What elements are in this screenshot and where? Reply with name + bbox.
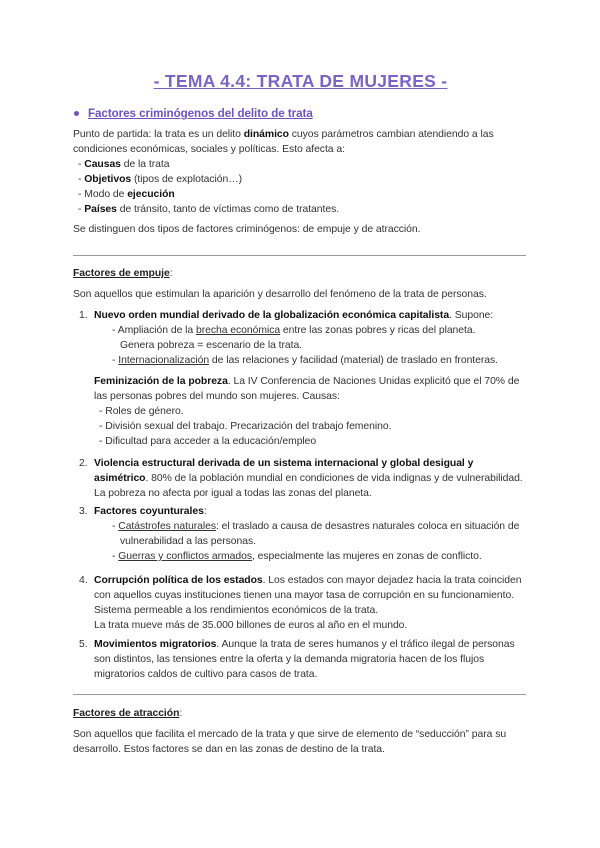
item-number: 5. <box>79 639 88 650</box>
section1-body <box>73 127 528 237</box>
list-item: - Modo de ejecución <box>78 189 175 200</box>
sub-item: - Catástrofes naturales: el traslado a causa de desastres naturales coloca en situación de vulnerabilidad a las personas. <box>112 521 520 547</box>
bullet-dot-icon <box>74 111 79 116</box>
intro-paragraph: Punto de partida: la trata es un delito dinámico cuyos parámetros cambian atendiendo a las condiciones económicas, sociales y políticas. Esto afecta a: <box>73 129 494 155</box>
item-number: 2. <box>79 458 88 469</box>
sub-item: - Ampliación de la brecha económica entre las zonas pobres y ricas del planeta. Genera pobreza = escenario de la trata. <box>112 325 476 351</box>
item-number: 3. <box>79 506 88 517</box>
divider <box>73 694 526 695</box>
item-number: 4. <box>79 575 88 586</box>
cause-item: - Roles de género. <box>99 406 184 417</box>
outro-paragraph: Se distinguen dos tipos de factores criminógenos: de empuje y de atracción. <box>73 224 421 235</box>
section-factores-criminogenos <box>73 106 528 122</box>
sub-item: - Internacionalización de las relaciones y facilidad (material) de traslado en fronteras. <box>112 355 498 366</box>
factor-item-5: 5. Movimientos migratorios. Aunque la trata de seres humanos y el tráfico ilegal de personas son distintos, las tensiones entre la oferta y la demanda migratoria hacen de los flujos migratorios caldos de cultivo para casos de trata. <box>79 639 515 680</box>
list-item: - Países de tránsito, tanto de víctimas como de tratantes. <box>78 204 340 215</box>
cause-item: - Dificultad para acceder a la educación/empleo <box>99 436 317 447</box>
atraccion-heading: Factores de atracción <box>73 708 180 719</box>
empuje-heading: Factores de empuje <box>73 268 170 279</box>
item-number: 1. <box>79 310 88 321</box>
factor-item-3: 3. Factores coyunturales: - Catástrofes naturales: el traslado a causa de desastres naturales coloca en situación de vulnerabilidad a las personas. - Guerras y conflictos armados, especialmente las mujeres en zonas de conflicto. <box>73 504 528 564</box>
cause-item: - División sexual del trabajo. Precarización del trabajo femenino. <box>99 421 392 432</box>
factor-item-1: 1. Nuevo orden mundial derivado de la globalización económica capitalista. Supone: - Ampliación de la brecha económica entre las zonas pobres y ricas del planeta. Genera pobreza = escenario de la trata. - Internacionalización de las relaciones y facilidad (material) de traslado en fronteras. Feminización de la pobreza. La IV Conferencia de Naciones Unidas explicitó que el 70% de las personas pobres del mundo son mujeres. Causas: - Roles de género. - División sexual del trabajo. Precarización del trabajo femenino. - Dificultad para acceder a la educación/empleo <box>73 308 528 449</box>
atraccion-section: Factores de atracción: Son aquellos que facilita el mercado de la trata y que sirve de elemento de “seducción” para su desarrollo. Estos factores se dan en las zonas de destino de la trata. <box>73 706 528 757</box>
factor-item-2: 2. Violencia estructural derivada de un sistema internacional y global desigual y asimétrico. 80% de la población mundial en condiciones de vida indignas y de vulnerabilidad. La pobreza no afecta por igual a todas las zonas del planeta. <box>79 458 523 499</box>
divider <box>73 255 526 256</box>
list-item: - Objetivos (tipos de explotación…) <box>78 174 243 185</box>
list-item: - Causas de la trata <box>78 159 170 170</box>
page-title: - TEMA 4.4: TRATA DE MUJERES - <box>153 71 448 91</box>
factor-item-4: 4. Corrupción política de los estados. Los estados con mayor dejadez hacia la trata coinciden con aquellos cuyas instituciones tienen una mayor tasa de corrupción en su funcionamiento. Sistema permeable a los rendimientos económicos de la trata. La trata mueve más de 35.000 billones de euros al año en el mundo. <box>73 573 528 633</box>
sub-item: - Guerras y conflictos armados, especialmente las mujeres en zonas de conflicto. <box>112 551 482 562</box>
atraccion-intro: Son aquellos que facilita el mercado de la trata y que sirve de elemento de “seducción” para su desarrollo. Estos factores se dan en las zonas de destino de la trata. <box>73 729 507 755</box>
section-heading: Factores criminógenos del delito de trata <box>88 107 313 120</box>
feminizacion-paragraph: Feminización de la pobreza. La IV Conferencia de Naciones Unidas explicitó que el 70% de las personas pobres del mundo son mujeres. Causas: <box>94 376 520 402</box>
item-extra-line: La trata mueve más de 35.000 billones de euros al año en el mundo. <box>94 620 408 631</box>
empuje-intro: Son aquellos que estimulan la aparición y desarrollo del fenómeno de la trata de personas. <box>73 289 487 300</box>
empuje-heading-row: Factores de empuje: Son aquellos que estimulan la aparición y desarrollo del fenómeno de la trata de personas. <box>73 266 528 302</box>
